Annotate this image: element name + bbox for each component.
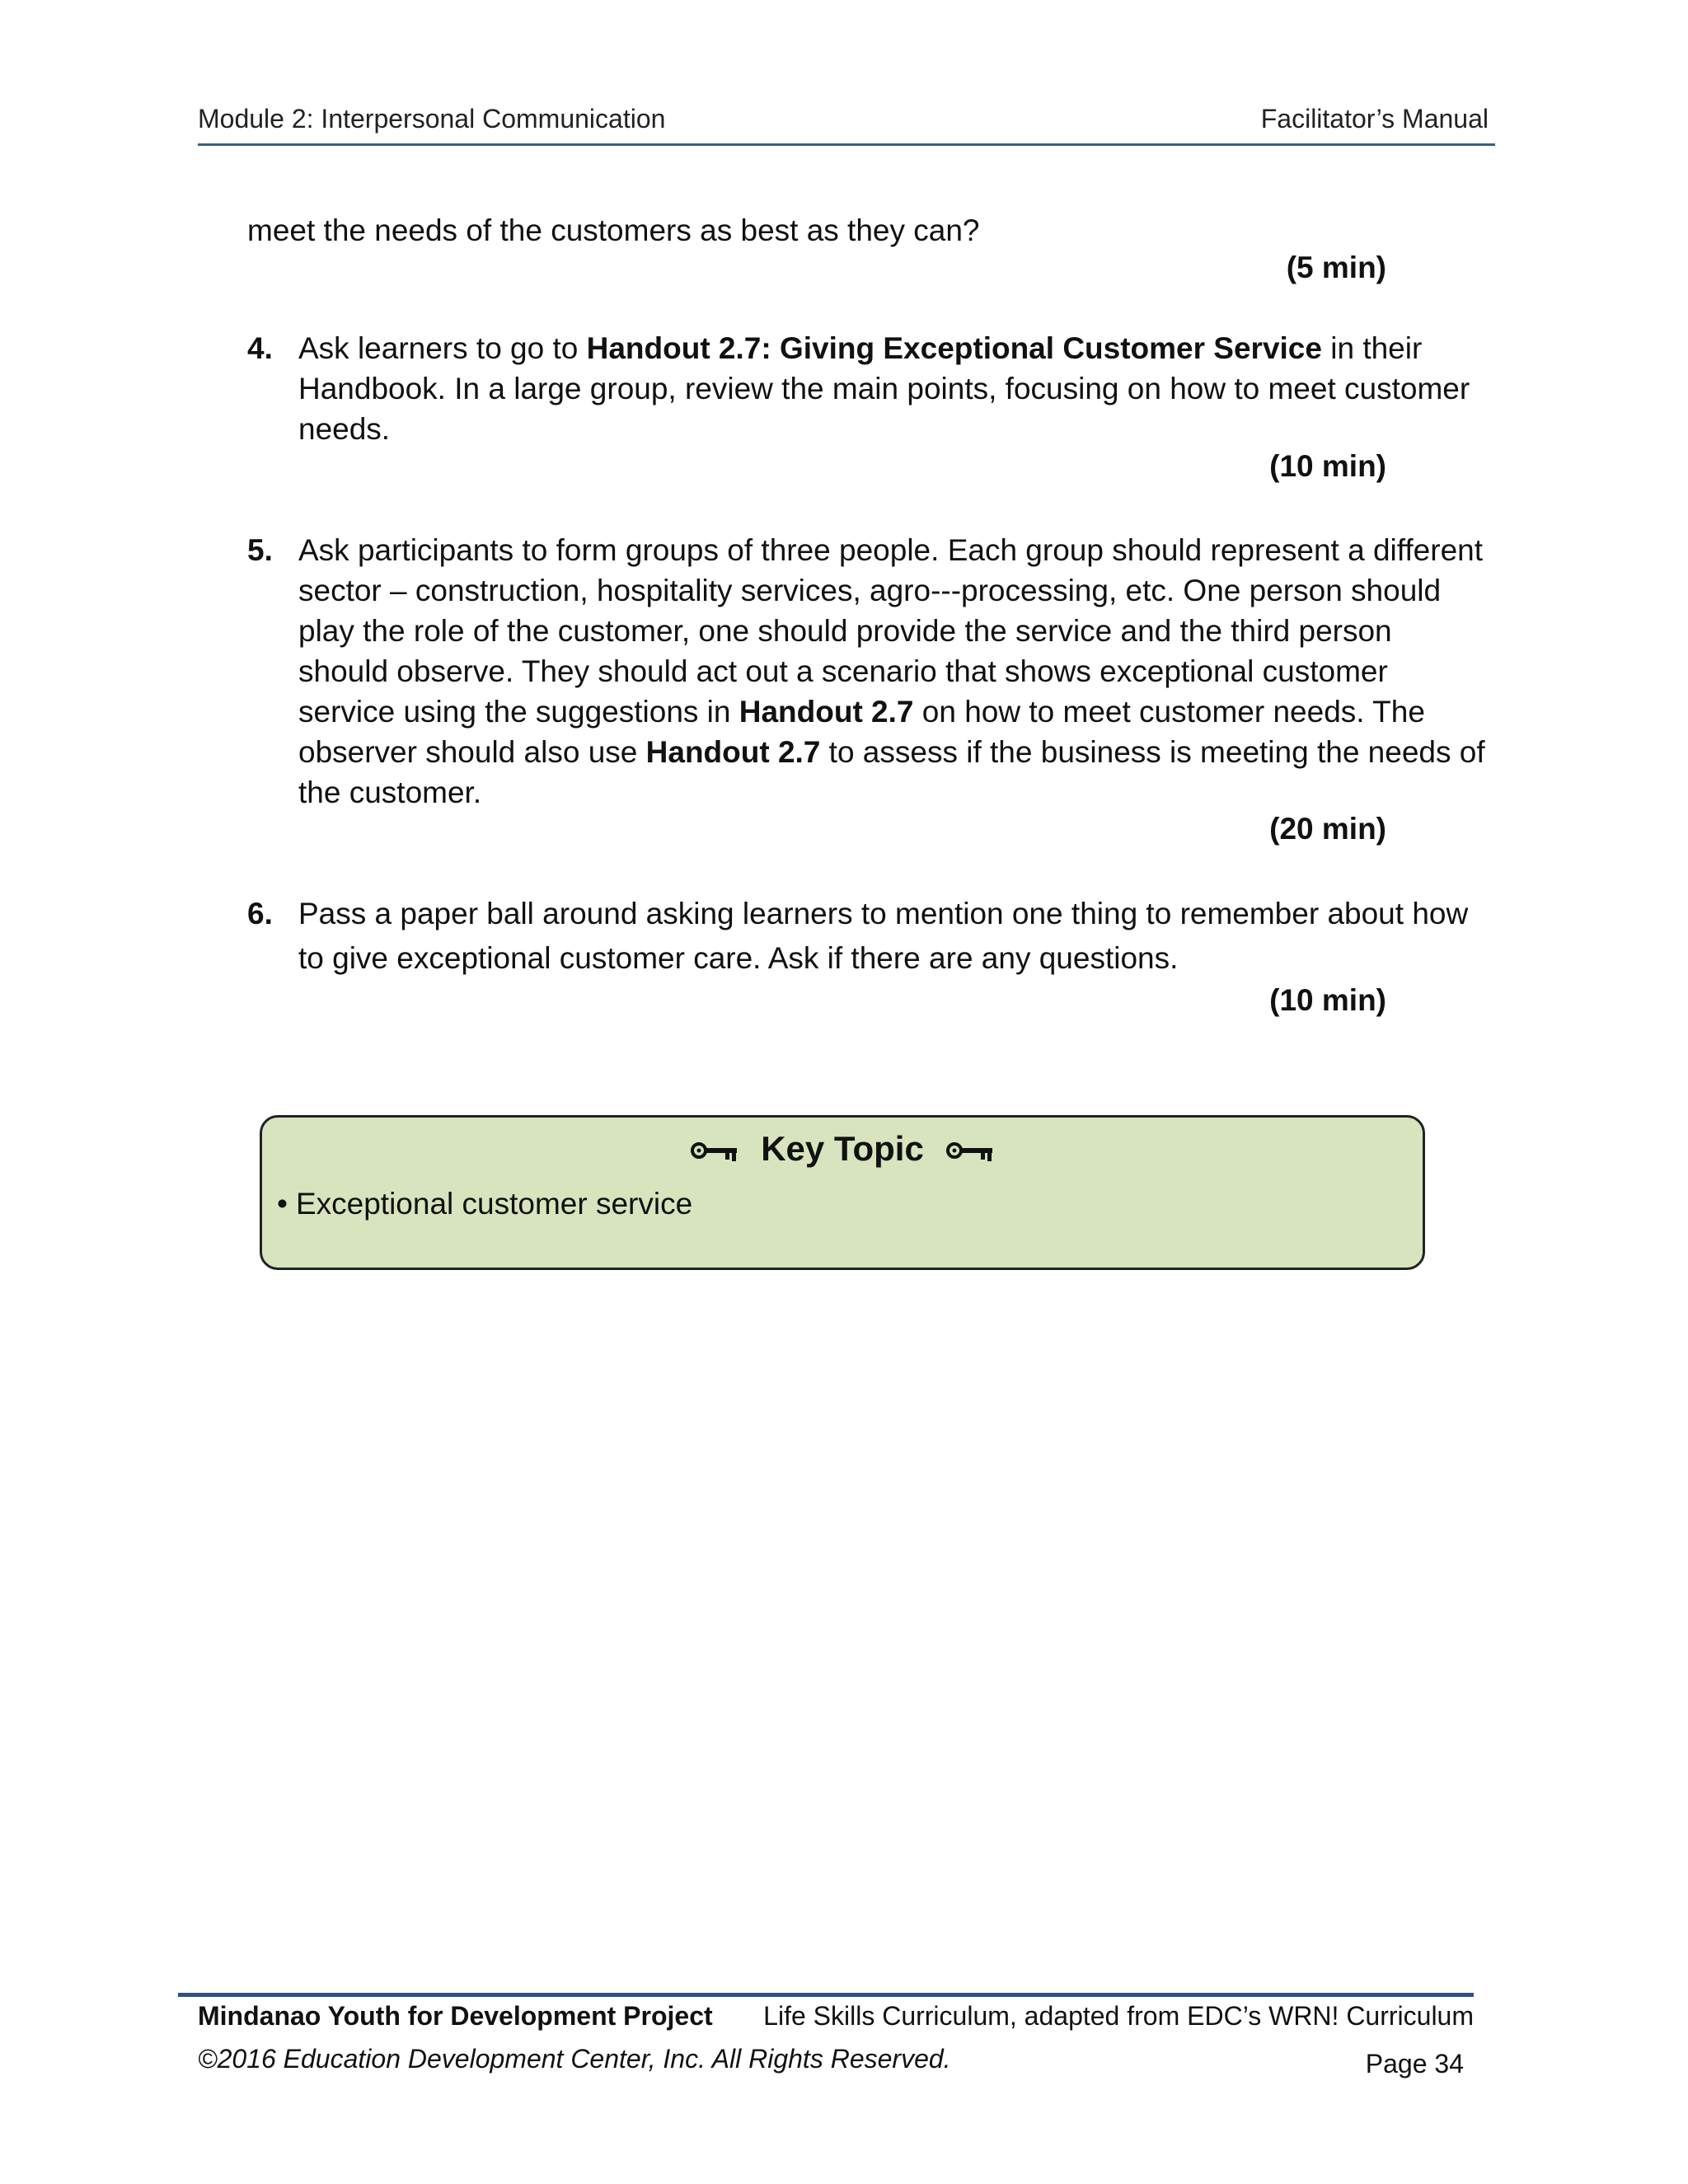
step-number: 5. (247, 533, 273, 567)
key-topic-bullet: • Exceptional customer service (277, 1187, 693, 1221)
time-step-4: (10 min) (1269, 449, 1386, 483)
step-text: Ask learners to go to Handout 2.7: Giving Exceptional Customer Service in their Handbook. In a large group, review the main points, focusing on how to meet customer needs. (298, 331, 1470, 446)
header-module-title: Module 2: Interpersonal Communication (198, 104, 666, 134)
footer-curriculum: Life Skills Curriculum, adapted from EDC’s WRN! Curriculum (763, 2001, 1474, 2031)
step-5 (247, 530, 1484, 813)
footer-line (198, 2001, 1474, 2032)
footer-copyright: ©2016 Education Development Center, Inc. All Rights Reserved. (198, 2044, 951, 2074)
step-6 (247, 892, 1484, 981)
step-number: 6. (247, 897, 273, 930)
step-number: 4. (247, 331, 273, 365)
header-manual-title: Facilitator’s Manual (1260, 104, 1489, 134)
step-4 (247, 328, 1484, 449)
key-icon (946, 1132, 994, 1171)
key-icon (691, 1132, 738, 1171)
time-step-3: (5 min) (1286, 251, 1386, 284)
bullet-icon: • (277, 1187, 288, 1221)
step-text: Pass a paper ball around asking learners to mention one thing to remember about how to give exceptional customer care. Ask if there are any questions. (298, 897, 1469, 975)
key-topic-title: Key Topic (262, 1129, 1423, 1171)
step-text: Ask participants to form groups of three people. Each group should represent a different sector – construction, hospitality services, agro---processing, etc. One person should play the role of the customer, one should provide the service and the third person should observe. They should act out a scenario that shows exceptional customer service using the suggestions in Handout 2.7 on how to meet customer needs. The observer should also use Handout 2.7 to assess if the business is meeting the needs of the customer. (298, 533, 1485, 809)
footer-project: Mindanao Youth for Development Project (198, 2001, 713, 2031)
time-step-5: (20 min) (1269, 812, 1386, 846)
page-number: Page 34 (1365, 2049, 1464, 2079)
key-topic-box (260, 1115, 1425, 1270)
time-step-6: (10 min) (1269, 983, 1386, 1017)
page-header (198, 102, 1495, 146)
footer-divider (178, 1993, 1474, 1997)
continuation-text: meet the needs of the customers as best as they can? (247, 213, 980, 247)
